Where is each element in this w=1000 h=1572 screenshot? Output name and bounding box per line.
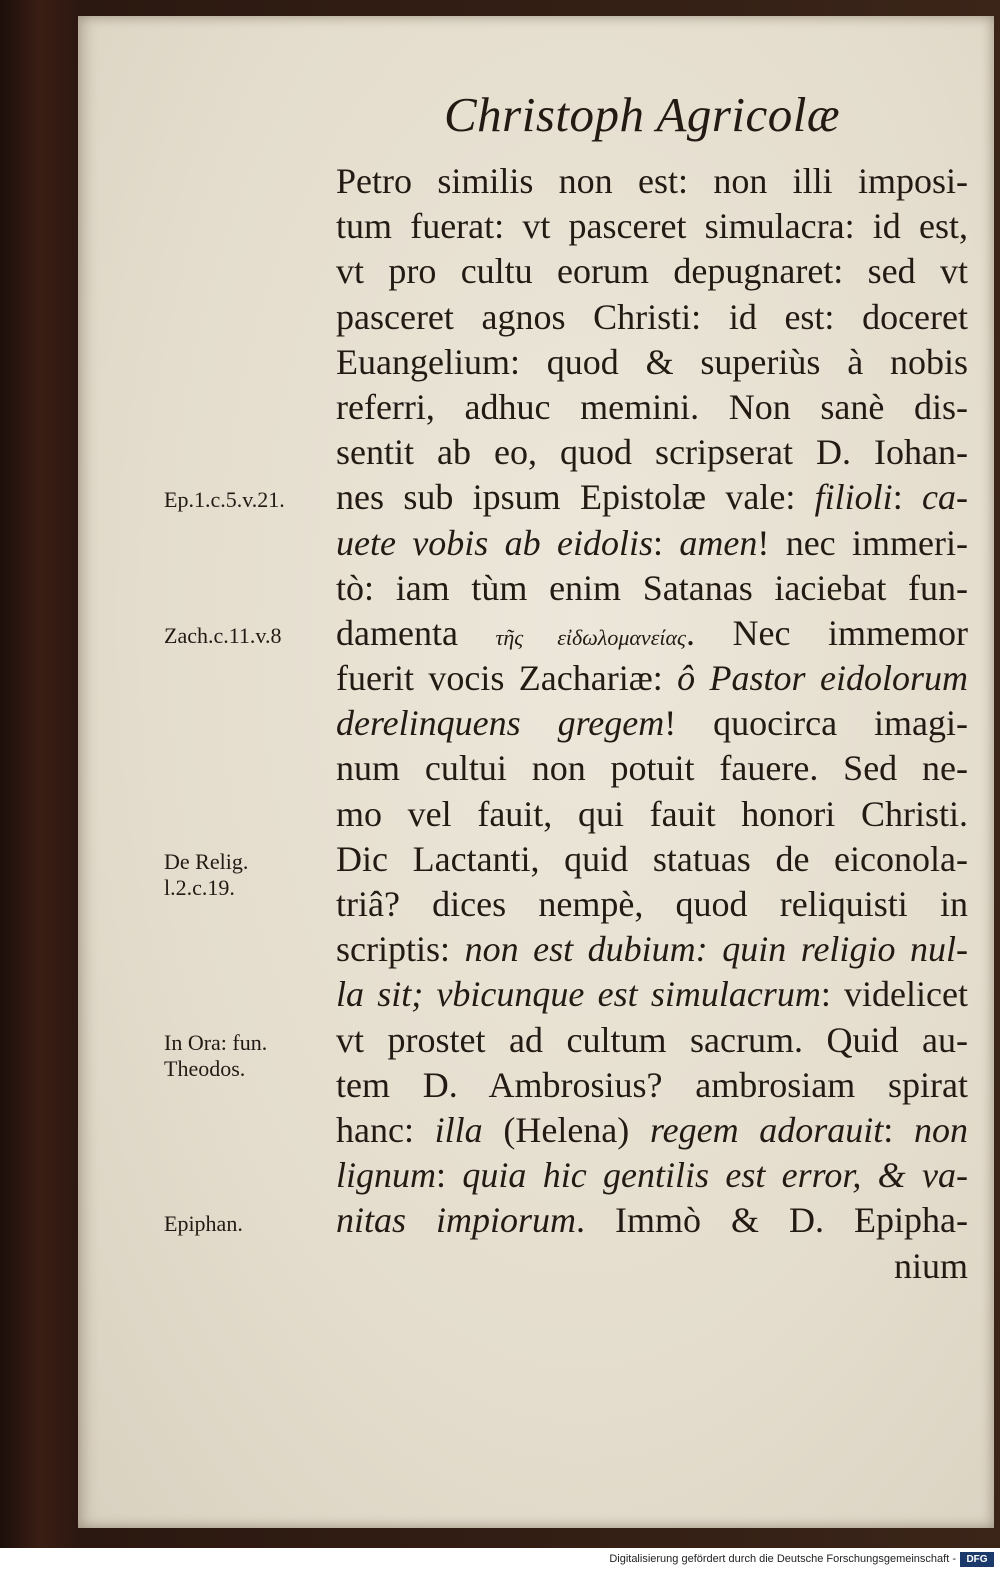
text-line [336, 656, 968, 701]
text-line [336, 837, 968, 882]
footer-credit: Digitalisierung gefördert durch die Deutsche Forschungsgemeinschaft - [609, 1553, 956, 1565]
text-segment: ca- [922, 477, 968, 518]
text-segment: non [913, 1109, 968, 1150]
text-segment: derelinquens gregem [336, 703, 665, 744]
text-line [336, 475, 968, 520]
margin-note-line: l.2.c.19. [164, 875, 235, 900]
text-segment: lignum [336, 1155, 437, 1196]
text-line [336, 1153, 968, 1198]
text-segment: vt pro cultu eorum depugnaret: sed vt [336, 251, 968, 292]
margin-note-line: In Ora: fun. [164, 1029, 268, 1055]
text-segment: amen [679, 522, 758, 563]
text-segment: : [883, 1109, 914, 1150]
text-line [336, 972, 968, 1017]
text-segment: ô Pastor eidolorum [677, 658, 968, 699]
text-segment: nium [893, 1245, 968, 1286]
text-segment: non est dubium: quin religio nul- [464, 929, 968, 970]
text-segment: tò: iam tùm enim Satanas iaciebat fun- [336, 567, 968, 608]
text-segment: quia hic gentilis est error, & va- [462, 1155, 968, 1196]
text-line [336, 340, 968, 385]
text-line [336, 927, 968, 972]
text-line [336, 159, 968, 204]
text-segment: : [653, 522, 680, 563]
text-line [336, 1244, 968, 1289]
text-segment: . Immò & D. Epipha- [576, 1200, 968, 1241]
text-line [336, 249, 968, 294]
text-line [336, 1018, 968, 1063]
margin-note-line: Theodos. [164, 1055, 246, 1081]
text-segment: nes sub ipsum Epistolæ vale: [336, 477, 815, 518]
margin-note [164, 623, 282, 649]
text-segment: nitas impiorum [336, 1200, 577, 1241]
text-line [336, 792, 968, 837]
text-segment: la sit; vbicunque est simulacrum [336, 974, 821, 1015]
text-line [336, 385, 968, 430]
margin-note-line: Zach.c.11.v.8 [164, 623, 282, 648]
text-segment: scriptis: [336, 929, 465, 970]
text-line [336, 521, 968, 566]
text-segment: tum fuerat: vt pasceret simulacra: id est, [336, 206, 968, 247]
text-segment: ! quocirca imagi- [664, 703, 968, 744]
text-segment: mo vel fauit, qui fauit honori Christi. [336, 793, 968, 834]
margin-note-line: Epiphan. [164, 1210, 243, 1236]
text-segment: num cultui non potuit fauere. Sed ne- [336, 748, 968, 789]
text-segment: Euangelium: quod & superiùs à nobis [336, 341, 968, 382]
text-segment: Petro similis non est: non illi imposi- [336, 161, 968, 201]
text-line [336, 1198, 968, 1243]
text-segment: referri, adhuc memini. Non sanè dis- [336, 386, 968, 427]
margin-note [164, 1030, 267, 1082]
text-line [336, 746, 968, 791]
text-line [336, 295, 968, 340]
text-line [336, 566, 968, 611]
text-line [336, 611, 968, 656]
text-segment: ! nec immeri- [757, 522, 968, 563]
dfg-logo: DFG [960, 1552, 994, 1567]
text-segment: illa [434, 1109, 483, 1150]
text-segment: : [436, 1155, 463, 1196]
margin-note [164, 1211, 243, 1237]
text-line [336, 204, 968, 249]
text-segment: filioli [814, 477, 893, 518]
text-line [336, 1063, 968, 1108]
text-segment: : [892, 477, 923, 518]
text-segment: uete vobis ab eidolis [336, 522, 654, 563]
text-line [336, 701, 968, 746]
body-text [336, 159, 968, 1289]
text-segment: fuerit vocis Zachariæ: [336, 658, 678, 699]
margin-note [164, 487, 285, 513]
text-segment: tem D. Ambrosius? ambrosiam spirat [336, 1064, 968, 1105]
text-segment: pasceret agnos Christi: id est: doceret [336, 296, 968, 337]
text-segment: τῆς εἰδωλομανείας [495, 624, 686, 650]
text-segment: (Helena) [482, 1109, 650, 1150]
margin-note-line: De Relig. [164, 849, 249, 874]
running-header: Christoph Agricolæ [444, 87, 841, 142]
margin-note [164, 849, 248, 901]
text-segment: damenta [336, 612, 496, 653]
text-segment: triâ? dices nempè, quod reliquisti in [336, 884, 968, 924]
text-segment: . Nec immemor [685, 612, 968, 653]
text-segment: vt prostet ad cultum sacrum. Quid au- [336, 1019, 968, 1060]
text-segment: regem adorauit [649, 1109, 884, 1150]
text-segment: Dic Lactanti, quid statuas de eiconola- [336, 838, 968, 879]
margin-note-line: Ep.1.c.5.v.21. [164, 487, 285, 513]
text-line [336, 430, 968, 475]
text-segment: hanc: [336, 1109, 435, 1150]
footer-bar [0, 1548, 1000, 1572]
text-line [336, 882, 968, 927]
text-line [336, 1108, 968, 1153]
text-segment: : videlicet [820, 974, 968, 1015]
text-segment: sentit ab eo, quod scripserat D. Iohan- [336, 432, 968, 473]
